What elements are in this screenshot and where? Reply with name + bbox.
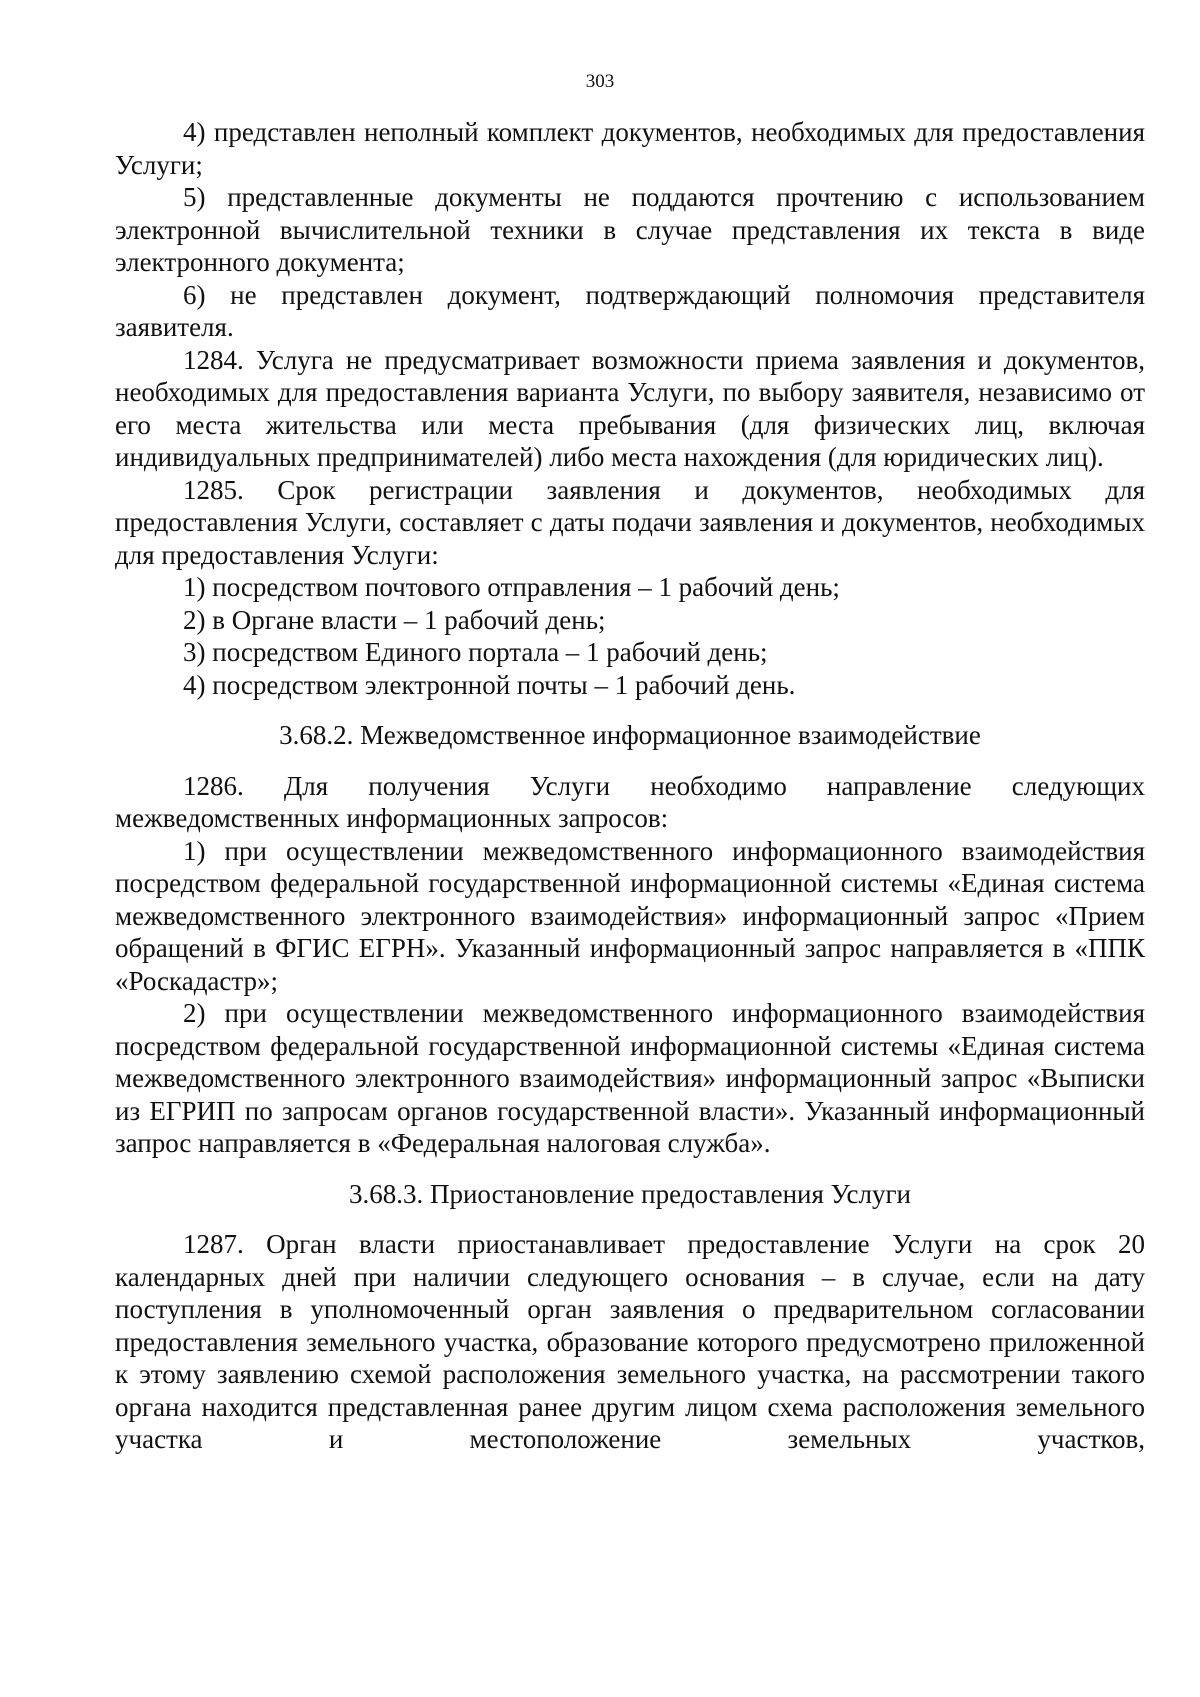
list-item-portal: 3) посредством Единого портала – 1 рабочий день; [183,637,768,667]
list-item-email: 4) посредством электронной почты – 1 рабочий день. [183,669,796,700]
paragraph-1284: 1284. Услуга не предусматривает возможности приема заявления и документов, необходимых для предоставления варианта Услуги, по выбору заявителя, независимо от его места жительства или места пребывания (для физических лиц, включая индивидуальных предпринимателей) либо места нахождения (для юридических лиц). [115,344,1145,472]
list-item-6-no-authority-document: 6) не представлен документ, подтверждающий полномочия представителя заявителя. [115,279,1145,342]
list-item-5-unreadable-documents: 5) представленные документы не поддаются прочтению с использованием электронной вычислительной техники в случае представления их текста в виде электронного документа; [115,182,1145,277]
list-item-egrn-request: 1) при осуществлении межведомственного информационного взаимодействия посредством федеральной государственной информационной системы «Единая система межведомственного электронного взаимодействия» информационный запрос «Прием обращений в ФГИС ЕГРН». Указанный информационный запрос направляется в «ППК «Роскадастр»; [115,835,1145,996]
paragraph-1286: 1286. Для получения Услуги необходимо направление следующих межведомственных информационных запросов: [115,770,1145,833]
list-item-egrip-request: 2) при осуществлении межведомственного информационного взаимодействия посредством федеральной государственной информационной системы «Единая система межведомственного электронного взаимодействия» информационный запрос «Выписки из ЕГРИП по запросам органов государственной власти». Указанный информационный запрос направляется в «Федеральная налоговая служба». [115,998,1145,1158]
list-item-authority: 2) в Органе власти – 1 рабочий день; [183,604,606,635]
paragraph-1285: 1285. Срок регистрации заявления и документов, необходимых для предоставления Услуги, составляет с даты подачи заявления и документов, необходимых для предоставления Услуги: [115,474,1145,570]
paragraph-1287: 1287. Орган власти приостанавливает предоставление Услуги на срок 20 календарных дней при наличии следующего основания – в случае, если на дату поступления в уполномоченный орган заявления о предварительном согласовании предоставления земельного участка, образование которого предусмотрено приложенной к этому заявлению схемой расположения земельного участка, на рассмотрении такого органа находится представленная ранее другим лицом схема расположения земельного участка и местоположение земельных участков, [115,1229,1145,1454]
section-heading-3-68-2: 3.68.2. Межведомственное информационное взаимодействие [279,720,981,750]
document-body [115,116,1145,1456]
page-number: 303 [585,71,615,92]
list-item-postal: 1) посредством почтового отправления – 1 рабочий день; [183,572,840,602]
list-item-4-incomplete-set: 4) представлен неполный комплект документов, необходимых для предоставления Услуги; [115,117,1145,180]
section-heading-3-68-3: 3.68.3. Приостановление предоставления Услуги [348,1178,911,1209]
